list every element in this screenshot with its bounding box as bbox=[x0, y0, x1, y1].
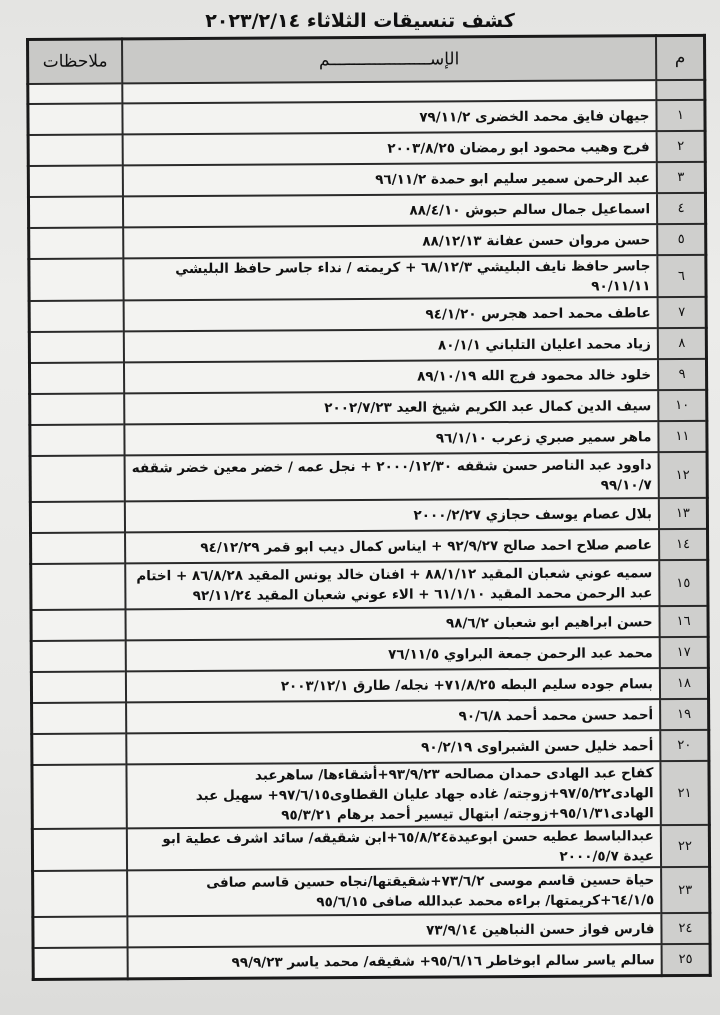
header-row bbox=[28, 35, 705, 84]
row-number: ١٦ bbox=[659, 606, 708, 637]
row-name: أحمد حسن محمد أحمد ٩٠/٦/٨ bbox=[126, 699, 660, 733]
row-notes bbox=[29, 227, 124, 259]
row-name: اسماعيل جمال سالم حبوش ٨٨/٤/١٠ bbox=[123, 193, 657, 227]
table-row bbox=[32, 730, 709, 765]
row-number: ٢ bbox=[657, 131, 706, 162]
table-row bbox=[28, 131, 705, 166]
table-row bbox=[33, 913, 710, 948]
table-row bbox=[30, 390, 707, 425]
row-notes bbox=[28, 134, 123, 166]
row-name: سيف الدين كمال عبد الكريم شيخ العيد ٢٠٠٢/٧/٢٣ bbox=[124, 390, 658, 424]
row-number bbox=[656, 80, 705, 100]
row-name: فارس فواز حسن النباهين ٧٣/٩/١٤ bbox=[127, 913, 661, 947]
row-number: ١٩ bbox=[660, 699, 709, 730]
table-row bbox=[33, 867, 710, 917]
row-number: ٢٤ bbox=[661, 913, 710, 944]
row-number: ٧ bbox=[658, 297, 707, 328]
row-notes bbox=[31, 671, 126, 703]
table-row bbox=[32, 699, 709, 734]
row-name: زياد محمد اعليان التلباني ٨٠/١/١ bbox=[124, 328, 658, 362]
table-row bbox=[33, 944, 710, 980]
table-row bbox=[29, 328, 706, 363]
table-row bbox=[29, 255, 706, 301]
header-notes: ملاحظات bbox=[28, 39, 123, 84]
row-name: جيهان فايق محمد الخضرى ٧٩/١١/٢ bbox=[122, 100, 656, 134]
row-number: ٣ bbox=[657, 162, 706, 193]
row-number: ٢٥ bbox=[662, 944, 711, 976]
row-number: ١٨ bbox=[660, 668, 709, 699]
row-name: عبد الرحمن سمير سليم ابو حمدة ٩٦/١١/٢ bbox=[123, 162, 657, 196]
table-row bbox=[30, 452, 707, 502]
row-number: ١٢ bbox=[659, 452, 708, 498]
row-number: ١١ bbox=[658, 421, 707, 452]
table-row bbox=[30, 421, 707, 456]
row-number: ٦ bbox=[657, 255, 706, 297]
table-row bbox=[29, 359, 706, 394]
row-number: ٢١ bbox=[660, 761, 709, 825]
row-number: ١ bbox=[656, 100, 705, 131]
table-row bbox=[30, 498, 707, 533]
row-name: أحمد خليل حسن الشبراوى ٩٠/٢/١٩ bbox=[126, 730, 660, 764]
row-notes bbox=[30, 455, 125, 502]
row-name: داوود عبد الناصر حسن شقفه ٢٠٠٠/١٢/٣٠ + نجل عمه / خضر معين خضر شقفه ٩٩/١٠/٧ bbox=[125, 452, 659, 501]
table-row bbox=[29, 224, 706, 259]
row-number: ١٥ bbox=[659, 560, 708, 606]
row-notes bbox=[33, 870, 128, 917]
row-name: كفاح عبد الهادى حمدان مصالحه ٩٣/٩/٢٣+أشقاءها/ ساهرعبد الهادى٩٧/٥/٢٢+زوجته/ غاده جهاد عليان القطاوى٩٧/٦/١٥+ سهيل عبد الهادى٩٥/١/٣١+زوجته/ ابتهال تيسير أحمد برهام ٩٥/٣/٢١ bbox=[126, 761, 660, 828]
row-notes bbox=[29, 362, 124, 394]
row-notes bbox=[28, 103, 123, 135]
row-number: ١٤ bbox=[659, 529, 708, 560]
row-notes bbox=[31, 532, 126, 564]
row-notes bbox=[29, 331, 124, 363]
page-title: كشف تنسيقات الثلاثاء ٢٠٢٣/٢/١٤ bbox=[205, 10, 515, 32]
row-notes bbox=[28, 165, 123, 197]
row-notes bbox=[30, 424, 125, 456]
row-name: سميه عوني شعبان المقيد ٨٨/١/١٢ + افنان خالد يونس المقيد ٨٦/٨/٢٨ + اختام عبد الرحمن محمد المقيد ٦١/١/١٠ + الاء عوني شعبان المقيد ٩٢/١١/٢٤ bbox=[125, 560, 659, 609]
row-notes bbox=[29, 258, 124, 301]
row-name: خلود خالد محمود فرج الله ٨٩/١٠/١٩ bbox=[124, 359, 658, 393]
row-number: ٢٢ bbox=[661, 825, 710, 867]
row-name: حياة حسين قاسم موسى ٧٣/٦/٢+شقيقتها/نجاه حسين قاسم صافى ٦٤/١/٥+كريمتها/ براءه محمد عبدالله صافى ٩٥/٦/١٥ bbox=[127, 867, 661, 916]
row-number: ١٧ bbox=[660, 637, 709, 668]
row-number: ٤ bbox=[657, 193, 706, 224]
row-notes bbox=[30, 393, 125, 425]
roster-table bbox=[26, 34, 712, 981]
table-row bbox=[31, 668, 708, 703]
row-notes bbox=[33, 947, 128, 979]
row-notes bbox=[32, 733, 127, 765]
roster-sheet bbox=[26, 34, 718, 981]
table-row bbox=[31, 637, 708, 672]
row-number: ٨ bbox=[658, 328, 707, 359]
row-notes bbox=[28, 83, 123, 104]
row-name: سالم ياسر سالم ابوخاطر ٩٥/٦/١٦+ شقيقه/ محمد ياسر ٩٩/٩/٢٣ bbox=[128, 944, 662, 979]
row-name: عاطف محمد احمد هجرس ٩٤/١/٢٠ bbox=[124, 297, 658, 331]
table-row bbox=[28, 162, 705, 197]
row-number: ١٣ bbox=[659, 498, 708, 529]
table-row bbox=[32, 761, 709, 829]
row-name: بلال عصام يوسف حجازي ٢٠٠٠/٢/٢٧ bbox=[125, 498, 659, 532]
row-name: جاسر حافظ نايف البليشي ٦٨/١٢/٣ + كريمته / نداء جاسر حافظ البليشي ٩٠/١١/١١ bbox=[123, 255, 657, 300]
row-name: عاصم صلاح احمد صالح ٩٢/٩/٢٧ + ايناس كمال ديب ابو قمر ٩٤/١٢/٢٩ bbox=[125, 529, 659, 563]
row-name: فرح وهيب محمود ابو رمضان ٢٠٠٣/٨/٢٥ bbox=[123, 131, 657, 165]
table-row bbox=[28, 193, 705, 228]
row-notes bbox=[30, 501, 125, 533]
row-number: ٩ bbox=[658, 359, 707, 390]
row-notes bbox=[32, 702, 127, 734]
row-notes bbox=[33, 916, 128, 948]
row-number: ٢٣ bbox=[661, 867, 710, 913]
row-notes bbox=[31, 563, 126, 610]
row-notes bbox=[31, 640, 126, 672]
header-name: الإســــــــــــــــــــم bbox=[122, 36, 656, 84]
table-row bbox=[29, 297, 706, 332]
table-row bbox=[28, 100, 705, 135]
row-name: محمد عبد الرحمن جمعة البراوي ٧٦/١١/٥ bbox=[126, 637, 660, 671]
table-row bbox=[31, 606, 708, 641]
row-notes bbox=[32, 828, 127, 871]
row-name: عبدالباسط عطيه حسن ابوعيدة٦٥/٨/٢٤+ابن شقيقه/ سائد اشرف عطية ابو عيدة ٢٠٠٠/٥/٧ bbox=[127, 825, 661, 870]
row-notes bbox=[29, 300, 124, 332]
row-notes bbox=[28, 196, 123, 228]
row-name: حسن مروان حسن عفانة ٨٨/١٢/١٣ bbox=[123, 224, 657, 258]
header-number: م bbox=[656, 35, 705, 80]
table-row bbox=[32, 825, 709, 871]
table-row bbox=[31, 560, 708, 610]
row-number: ٢٠ bbox=[660, 730, 709, 761]
row-name: حسن ابراهيم ابو شعبان ٩٨/٦/٢ bbox=[125, 606, 659, 640]
table-row bbox=[31, 529, 708, 564]
row-name: ماهر سمير صبري زعرب ٩٦/١/١٠ bbox=[124, 421, 658, 455]
row-number: ٥ bbox=[657, 224, 706, 255]
row-notes bbox=[31, 609, 126, 641]
row-name: بسام جوده سليم البطه ٧١/٨/٢٥+ نجله/ طارق ٢٠٠٣/١٢/١ bbox=[126, 668, 660, 702]
roster-body bbox=[28, 80, 710, 980]
row-number: ١٠ bbox=[658, 390, 707, 421]
row-notes bbox=[32, 764, 127, 829]
